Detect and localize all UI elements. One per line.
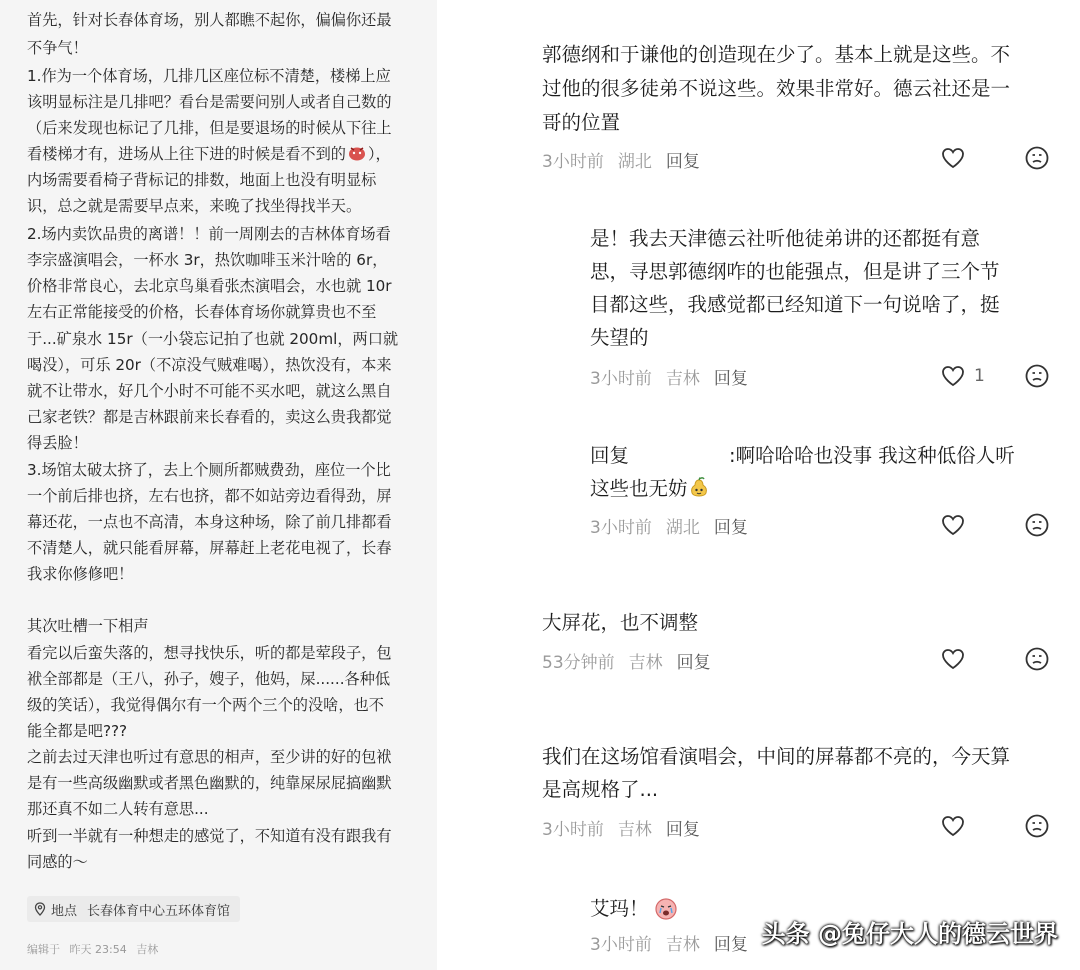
post-line: 己家老铁？都是吉林跟前来长春看的，卖这么贵我都觉 (27, 408, 392, 426)
like-count: 1 (974, 366, 985, 386)
comment-region: 湖北 (617, 152, 652, 172)
post-line: 2.场内卖饮品贵的离谱！！前一周刚去的吉林体育场看 (27, 225, 391, 243)
post-line: 能全都是吧??? (27, 722, 128, 740)
like-button[interactable] (940, 512, 966, 538)
like-button[interactable] (940, 813, 966, 839)
pear-face-emoji-icon (688, 477, 710, 499)
watermark: 头条 @兔仔大人的德云世界 (761, 920, 1058, 948)
post-line: 看楼梯才有，进场从上往下进的时候是看不到的 ）， (27, 145, 391, 163)
post-section-heading: 其次吐槽一下相声 (27, 617, 149, 635)
post-line: 左右正常能接受的价格，长春体育场你就算贵也不至 (27, 303, 377, 321)
comment-region: 吉林 (628, 653, 663, 673)
post-line: 我求你修修吧！ (27, 565, 134, 583)
frown-face-icon (1024, 145, 1050, 171)
post-line: 一个前后排也挤，左右也挤，都不如站旁边看得劲，屏 (27, 487, 392, 505)
dislike-button[interactable] (1024, 646, 1050, 672)
post-line: 袱全部都是（王八，孙子，嫂子，他妈，屎......各种低 (27, 670, 391, 688)
dislike-button[interactable] (1024, 512, 1050, 538)
post-line: 就不让带水，好几个小时不可能不买水吧，就这么黑自 (27, 382, 392, 400)
post-line: 不清楚人，就只能看屏幕，屏幕赶上老花电视了，长春 (27, 539, 392, 557)
comment-meta (590, 513, 748, 538)
dislike-button[interactable] (1024, 145, 1050, 171)
location-pin-icon (33, 902, 47, 916)
like-button[interactable] (940, 363, 985, 389)
frown-face-icon (1024, 512, 1050, 538)
location-name: 长春体育中心五环体育馆 (87, 903, 231, 919)
heart-icon (940, 512, 966, 538)
post-line: 是有一些高级幽默或者黑色幽默的，纯靠屎尿屁搞幽默 (27, 774, 392, 792)
comment-region: 湖北 (665, 518, 700, 538)
comment-meta (590, 930, 748, 955)
comment-text: 是高规格了... (542, 778, 659, 801)
comment-region: 吉林 (665, 935, 700, 955)
comment-time: 3小时前 (542, 152, 604, 172)
comments-panel (520, 0, 1080, 970)
heart-icon (940, 813, 966, 839)
post-line: 首先，针对长春体育场，别人都瞧不起你，偏偏你还最 (27, 11, 392, 29)
frown-face-icon (1024, 363, 1050, 389)
post-line: 之前去过天津也听过有意思的相声，至少讲的好的包袱 (27, 748, 392, 766)
post-line: 听到一半就有一种想走的感觉了，不知道有没有跟我有 (27, 827, 392, 845)
comment-time: 3小时前 (590, 369, 652, 389)
post-line: （后来发现也标记了几排，但是要退场的时候从下往上 (27, 119, 392, 137)
edit-meta (27, 941, 164, 957)
reply-prefix: 回复 (590, 444, 630, 467)
comment-text: 艾玛！ (590, 895, 679, 922)
location-tag[interactable] (27, 896, 240, 922)
comment-region: 吉林 (665, 369, 700, 389)
post-line: 该明显标注是几排吧？看台是需要问别人或者自己数的 (27, 93, 392, 111)
comment-text: 哥的位置 (542, 111, 621, 134)
comment-text: 失望的 (590, 326, 649, 349)
post-line: 1.作为一个体育场，几排几区座位标不清楚，楼梯上应 (27, 67, 391, 85)
comment-time: 3小时前 (590, 518, 652, 538)
post-line: 得丢脸！ (27, 434, 88, 452)
reply-button[interactable]: 回复 (665, 152, 700, 172)
post-line: 喝没），可乐 20r（不凉没气贼难喝），热饮没有，本来 (27, 356, 392, 374)
comment-text: 是！我去天津德云社听他徒弟讲的还都挺有意 (590, 227, 981, 250)
comment-text: 这些也无妨 (590, 476, 710, 502)
post-line: 李宗盛演唱会，一杯水 3r，热饮咖啡玉米汁啥的 6r， (27, 251, 388, 269)
heart-icon (940, 646, 966, 672)
post-line: 内场需要看椅子背标记的排数，地面上也没有明显标 (27, 171, 377, 189)
reply-button[interactable]: 回复 (713, 935, 748, 955)
comment-text: 我们在这场馆看演唱会，中间的屏幕都不亮的，今天算 (542, 745, 1011, 768)
angry-face-emoji-icon (348, 145, 366, 161)
post-line: 级的笑话），我觉得偶尔有一个两个三个的没啥，也不 (27, 696, 384, 714)
reply-button[interactable]: 回复 (713, 518, 748, 538)
comment-meta (542, 815, 700, 840)
post-line: 价格非常良心，去北京鸟巢看张杰演唱会，水也就 10r (27, 277, 392, 295)
comment-region: 吉林 (617, 820, 652, 840)
dislike-button[interactable] (1024, 363, 1050, 389)
frown-face-icon (1024, 813, 1050, 839)
post-panel (0, 0, 437, 970)
frown-face-icon (1024, 646, 1050, 672)
crying-face-emoji-icon (653, 895, 679, 921)
comment-text: 大屏花，也不调整 (542, 611, 699, 634)
heart-icon (940, 363, 966, 389)
comment-time: 53分钟前 (542, 653, 615, 673)
post-line: 不争气！ (27, 39, 88, 57)
like-button[interactable] (940, 646, 966, 672)
comment-text: 思，寻思郭德纲咋的也能强点，但是讲了三个节 (590, 260, 1000, 283)
post-line: 那还真不如二人转有意思... (27, 800, 209, 818)
reply-button[interactable]: 回复 (665, 820, 700, 840)
comment-text (590, 443, 1015, 469)
reply-button[interactable]: 回复 (676, 653, 711, 673)
location-prefix: 地点 (51, 903, 78, 919)
post-line: 同感的～ (27, 853, 88, 871)
post-line: 幕还花，一点也不高清，本身这种场，除了前几排都看 (27, 513, 392, 531)
comment-meta (542, 147, 700, 172)
heart-icon (940, 145, 966, 171)
post-line: 看完以后蛮失落的，想寻找快乐，听的都是荤段子，包 (27, 644, 392, 662)
comment-meta (590, 364, 748, 389)
reply-button[interactable]: 回复 (713, 369, 748, 389)
comment-meta (542, 648, 711, 673)
dislike-button[interactable] (1024, 813, 1050, 839)
edit-region: 吉林 (136, 943, 159, 956)
like-button[interactable] (940, 145, 966, 171)
comment-time: 3小时前 (590, 935, 652, 955)
edit-time: 昨天 23:54 (69, 943, 127, 956)
comment-text-rest: :啊哈哈哈也没事 我这种低俗人听 (729, 444, 1015, 467)
edit-label: 编辑于 (27, 943, 60, 956)
post-line: 于...矿泉水 15r（一小袋忘记拍了也就 200ml，两口就 (27, 330, 399, 348)
comment-text: 过他的很多徒弟不说这些。效果非常好。德云社还是一 (542, 77, 1011, 100)
comment-time: 3小时前 (542, 820, 604, 840)
comment-text: 郭德纲和于谦他的创造现在少了。基本上就是这些。不 (542, 43, 1011, 66)
comment-text: 目都这些，我感觉都已经知道下一句说啥了，挺 (590, 293, 1000, 316)
post-line: 识，总之就是需要早点来，来晚了找坐得找半天。 (27, 197, 362, 215)
post-line: 3.场馆太破太挤了，去上个厕所都贼费劲，座位一个比 (27, 461, 391, 479)
